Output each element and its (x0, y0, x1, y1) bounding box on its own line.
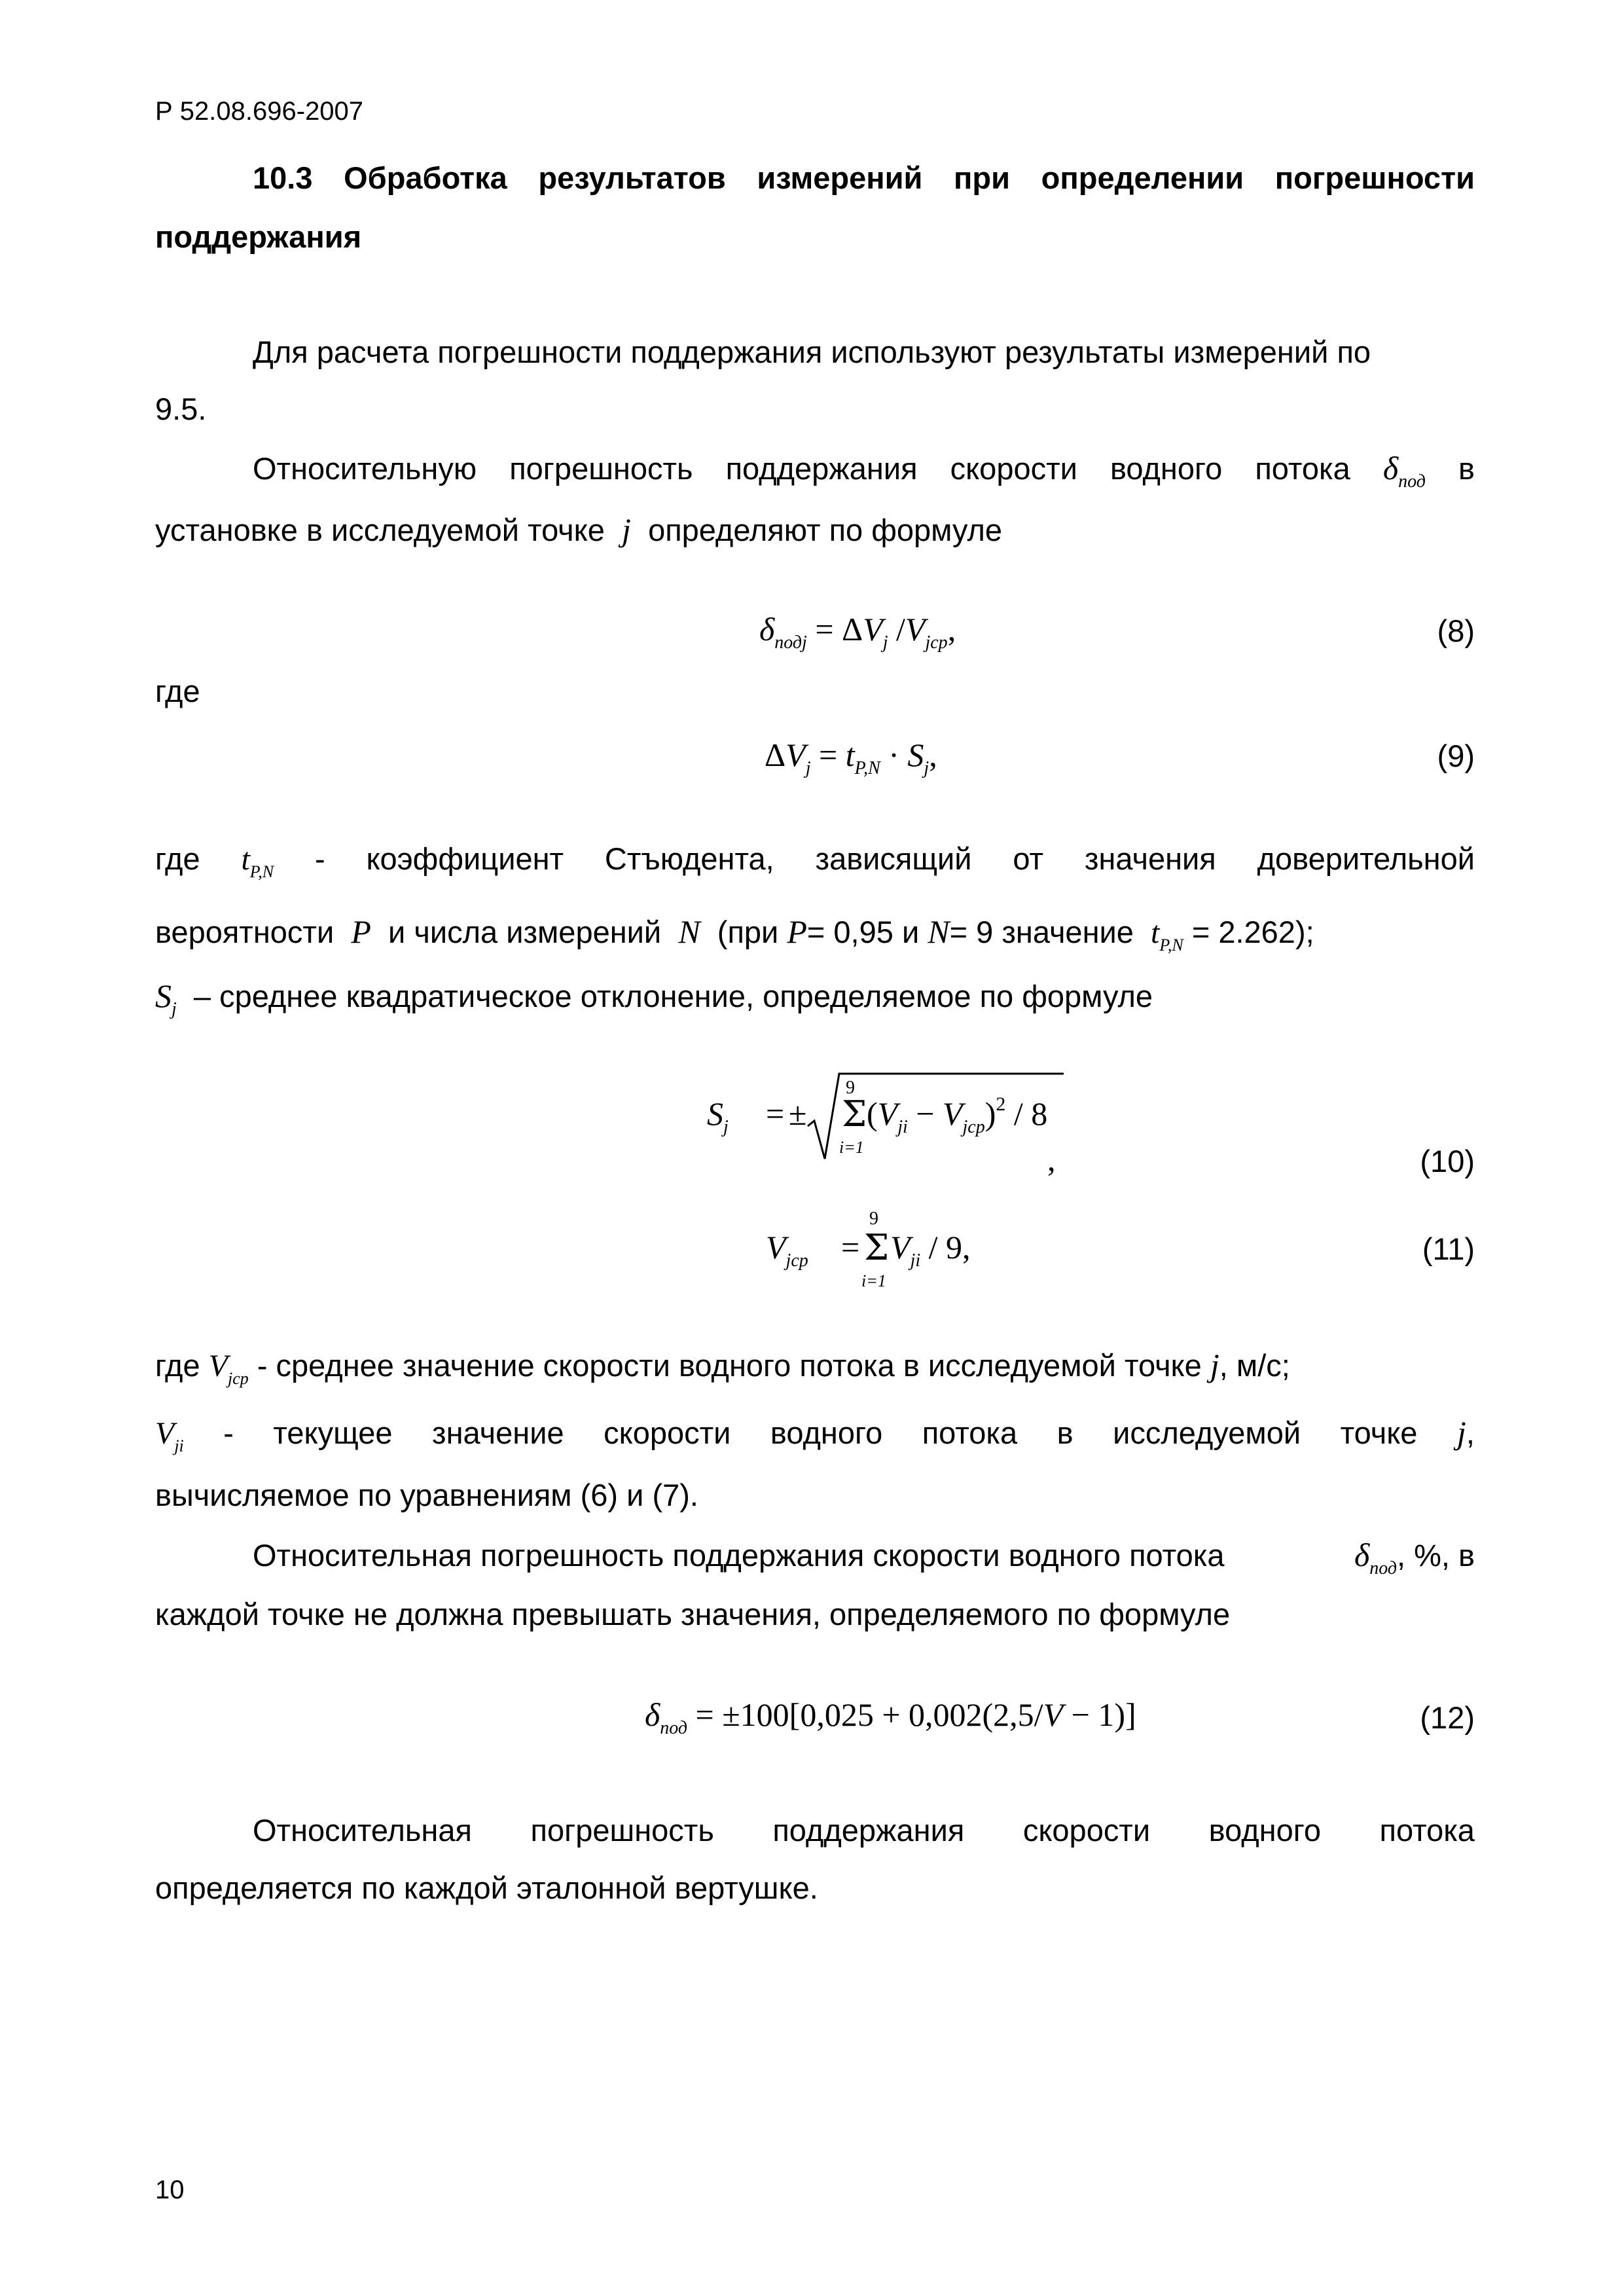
paragraph-1-line1: Для расчета погрешности поддержания используют результаты измерений по (253, 335, 1371, 369)
formula-10: $S_j$ = ± Σ 9 i=1 $(V_{ji} - V_{jcp})^2 / 8$ (700, 1067, 1067, 1165)
word: водного (1110, 451, 1223, 486)
paragraph-2-line1 (253, 450, 1475, 492)
delta-symbol: $\delta_{под}$ (1382, 450, 1426, 492)
section-title-line1: 10.3 Обработка результатов измерений при определении погрешности (253, 160, 1475, 195)
formula-11: $V_{jcp}$ = 9 Σ i=1 $V_{ji} / 9$, (766, 1209, 971, 1290)
formula-8: $\delta_{подj} = \Delta V_j$ $/V_{jcp}$, (759, 611, 956, 653)
S-symbol: $S_j$ (155, 977, 177, 1019)
word: поддержания (725, 451, 918, 486)
paragraph-5-line1: Относительная погрешность поддержания скорости водного потока $\delta_{под}$, %, в (253, 1537, 1475, 1578)
paragraph-2-line2: установке в исследуемой точке j определяют по формуле (155, 511, 1003, 548)
equation-number-9: (9) (1437, 738, 1475, 773)
paragraph-6-line1: Относительная погрешность поддержания скорости водного потока (253, 1813, 1475, 1848)
paragraph-3-line2: вероятности P и числа измерений N (при P= 0,95 и N= 9 значение $t_{P,N} = 2.262$); (155, 913, 1314, 955)
page-number: 10 (155, 2176, 185, 2204)
equation-number-8: (8) (1437, 613, 1475, 648)
document-code: Р 52.08.696-2007 (155, 97, 364, 126)
word: потока (1255, 451, 1350, 486)
word: погрешность (509, 451, 693, 486)
formula-10-comma: , (1047, 1141, 1056, 1178)
formula-12: $\delta_{под} = \pm 100[0,025 + 0,002(2,5/V - 1)]$ (645, 1696, 1136, 1738)
formula-9: $\Delta V_j = t_{P,N} \cdot S_j$, (765, 737, 937, 778)
paragraph-6-line2: определяется по каждой эталонной вертушке. (155, 1870, 818, 1905)
paragraph-3-line3: $S_j$ – среднее квадратическое отклонение, определяемое по формуле (155, 977, 1153, 1019)
equation-number-11: (11) (1422, 1231, 1475, 1266)
word: Относительную (253, 451, 477, 486)
word: скорости (950, 451, 1077, 486)
equation-number-12: (12) (1420, 1700, 1475, 1735)
equation-number-10: (10) (1420, 1144, 1475, 1178)
where-label: где (155, 674, 200, 708)
section-title-line2: поддержания (155, 219, 362, 254)
word: в (1458, 451, 1475, 486)
paragraph-5-line2: каждой точке не должна превышать значения, определяемого по формуле (155, 1597, 1231, 1631)
paragraph-4-line3: вычисляемое по уравнениям (6) и (7). (155, 1478, 698, 1512)
j-symbol: j (622, 511, 631, 548)
paragraph-4-line2: $V_{ji}$ - текущее значение скорости водного потока в исследуемой точке j, (155, 1414, 1475, 1455)
paragraph-3-line1: где $t_{P,N}$ - коэффициент Стъюдента, зависящий от значения доверительной (155, 841, 1475, 881)
paragraph-4-line1: где $V_{jcp}$ - среднее значение скорости водного потока в исследуемой точке j, м/с; (155, 1347, 1290, 1388)
t-symbol: $t_{P,N}$ (241, 842, 274, 881)
section-title (253, 162, 1475, 193)
paragraph-1-line2: 9.5. (155, 392, 207, 426)
